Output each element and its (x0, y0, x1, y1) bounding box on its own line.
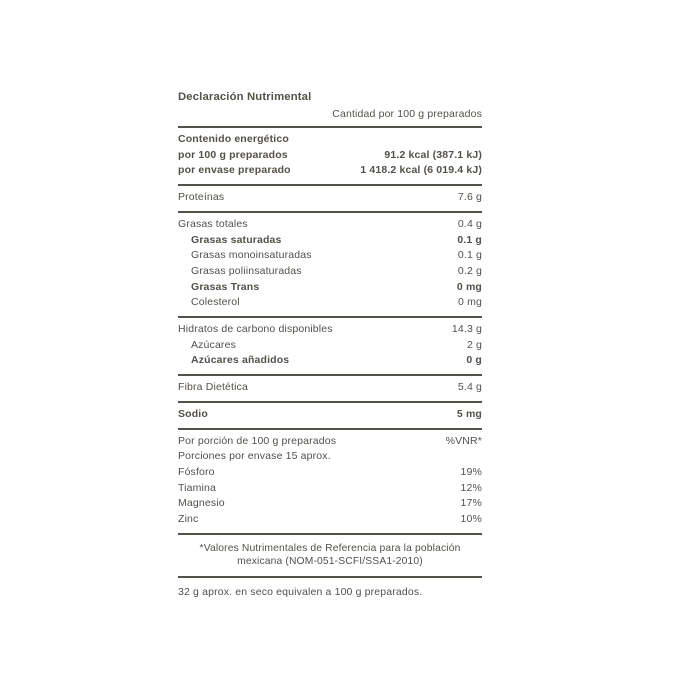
row-saturated-fat (178, 233, 482, 249)
row-phosphorus (178, 465, 482, 481)
nutrient-name: Azúcares (191, 338, 236, 351)
row-carbohydrates (178, 322, 482, 338)
nutrient-name: por 100 g preparados (178, 148, 288, 161)
nutrient-value: 17% (460, 497, 482, 510)
nutrient-name: Colesterol (191, 296, 240, 309)
nutrient-name: Grasas saturadas (191, 233, 282, 246)
nutrient-name: Magnesio (178, 497, 225, 510)
column-header: Cantidad por 100 g preparados (332, 108, 482, 120)
row-sodium (178, 407, 482, 423)
row-added-sugars (178, 353, 482, 369)
nutrient-name: Azúcares añadidos (191, 354, 290, 367)
row-monounsaturated-fat (178, 248, 482, 264)
nutrient-name: Por porción de 100 g preparados (178, 434, 337, 447)
sodium-section (178, 403, 482, 428)
servings-note-row (178, 449, 482, 465)
nutrient-value: 91.2 kcal (387.1 kJ) (384, 148, 482, 161)
nutrient-value: 0.4 g (457, 217, 482, 230)
nutrient-name: Grasas Trans (191, 280, 260, 293)
energy-section (178, 128, 482, 184)
nutrient-value: 1 418.2 kcal (6 019.4 kJ) (360, 164, 482, 177)
nutrient-name: Proteínas (178, 191, 225, 204)
vnr-column-label: %VNR* (445, 434, 482, 447)
row-protein (178, 190, 482, 206)
fiber-section (178, 376, 482, 401)
nutrient-name: por envase preparado (178, 164, 291, 177)
nutrient-value: 0.1 g (457, 249, 482, 262)
vnr-footnote: *Valores Nutrimentales de Referencia para la población mexicana (NOM-051-SCFI/SSA1-2010) (199, 542, 461, 567)
carbohydrates-section (178, 318, 482, 374)
row-total-fat (178, 217, 482, 233)
row-energy-per-package (178, 163, 482, 179)
fats-section (178, 213, 482, 316)
row-thiamine (178, 481, 482, 497)
row-trans-fat (178, 280, 482, 296)
nutrient-value: 0 mg (458, 296, 482, 309)
nutrition-label (178, 90, 482, 599)
vnr-header-row (178, 434, 482, 450)
nutrient-name: Hidratos de carbono disponibles (178, 323, 333, 336)
nutrient-name: Fósforo (178, 465, 215, 478)
nutrient-name: Grasas totales (178, 217, 248, 230)
row-sugars (178, 338, 482, 354)
nutrient-name: Tiamina (178, 481, 217, 494)
equivalence-note: 32 g aprox. en seco equivalen a 100 g preparados. (178, 585, 423, 598)
nutrient-value: 10% (460, 513, 482, 526)
nutrient-value: 5 mg (456, 407, 482, 420)
row-cholesterol (178, 295, 482, 311)
row-fiber (178, 380, 482, 396)
nutrient-name: Fibra Dietética (178, 381, 248, 394)
servings-note: Porciones por envase 15 aprox. (178, 450, 331, 463)
nutrient-name: Contenido energético (178, 133, 289, 145)
nutrient-value: 2 g (466, 338, 482, 351)
nutrient-name: Grasas monoinsaturadas (191, 249, 312, 262)
nutrient-name: Grasas poliinsaturadas (191, 264, 302, 277)
row-energy-per-100g (178, 148, 482, 164)
row-magnesium (178, 496, 482, 512)
nutrient-value: 7.6 g (457, 191, 482, 204)
nutrient-name: Sodio (178, 407, 208, 420)
nutrient-name: Zinc (178, 513, 199, 526)
energy-heading-row (178, 132, 482, 148)
row-polyunsaturated-fat (178, 264, 482, 280)
nutrient-value: 0.2 g (457, 264, 482, 277)
nutrient-value: 0 g (466, 354, 482, 367)
nutrient-value: 0 mg (456, 280, 482, 293)
nutrient-value: 12% (460, 481, 482, 494)
protein-section (178, 186, 482, 211)
nutrient-value: 0.1 g (457, 233, 482, 246)
row-zinc (178, 512, 482, 528)
nutrient-value: 14.3 g (451, 323, 482, 336)
nutrient-value: 5.4 g (457, 381, 482, 394)
label-title: Declaración Nutrimental (178, 91, 312, 103)
nutrient-value: 19% (460, 465, 482, 478)
vnr-section (178, 430, 482, 533)
